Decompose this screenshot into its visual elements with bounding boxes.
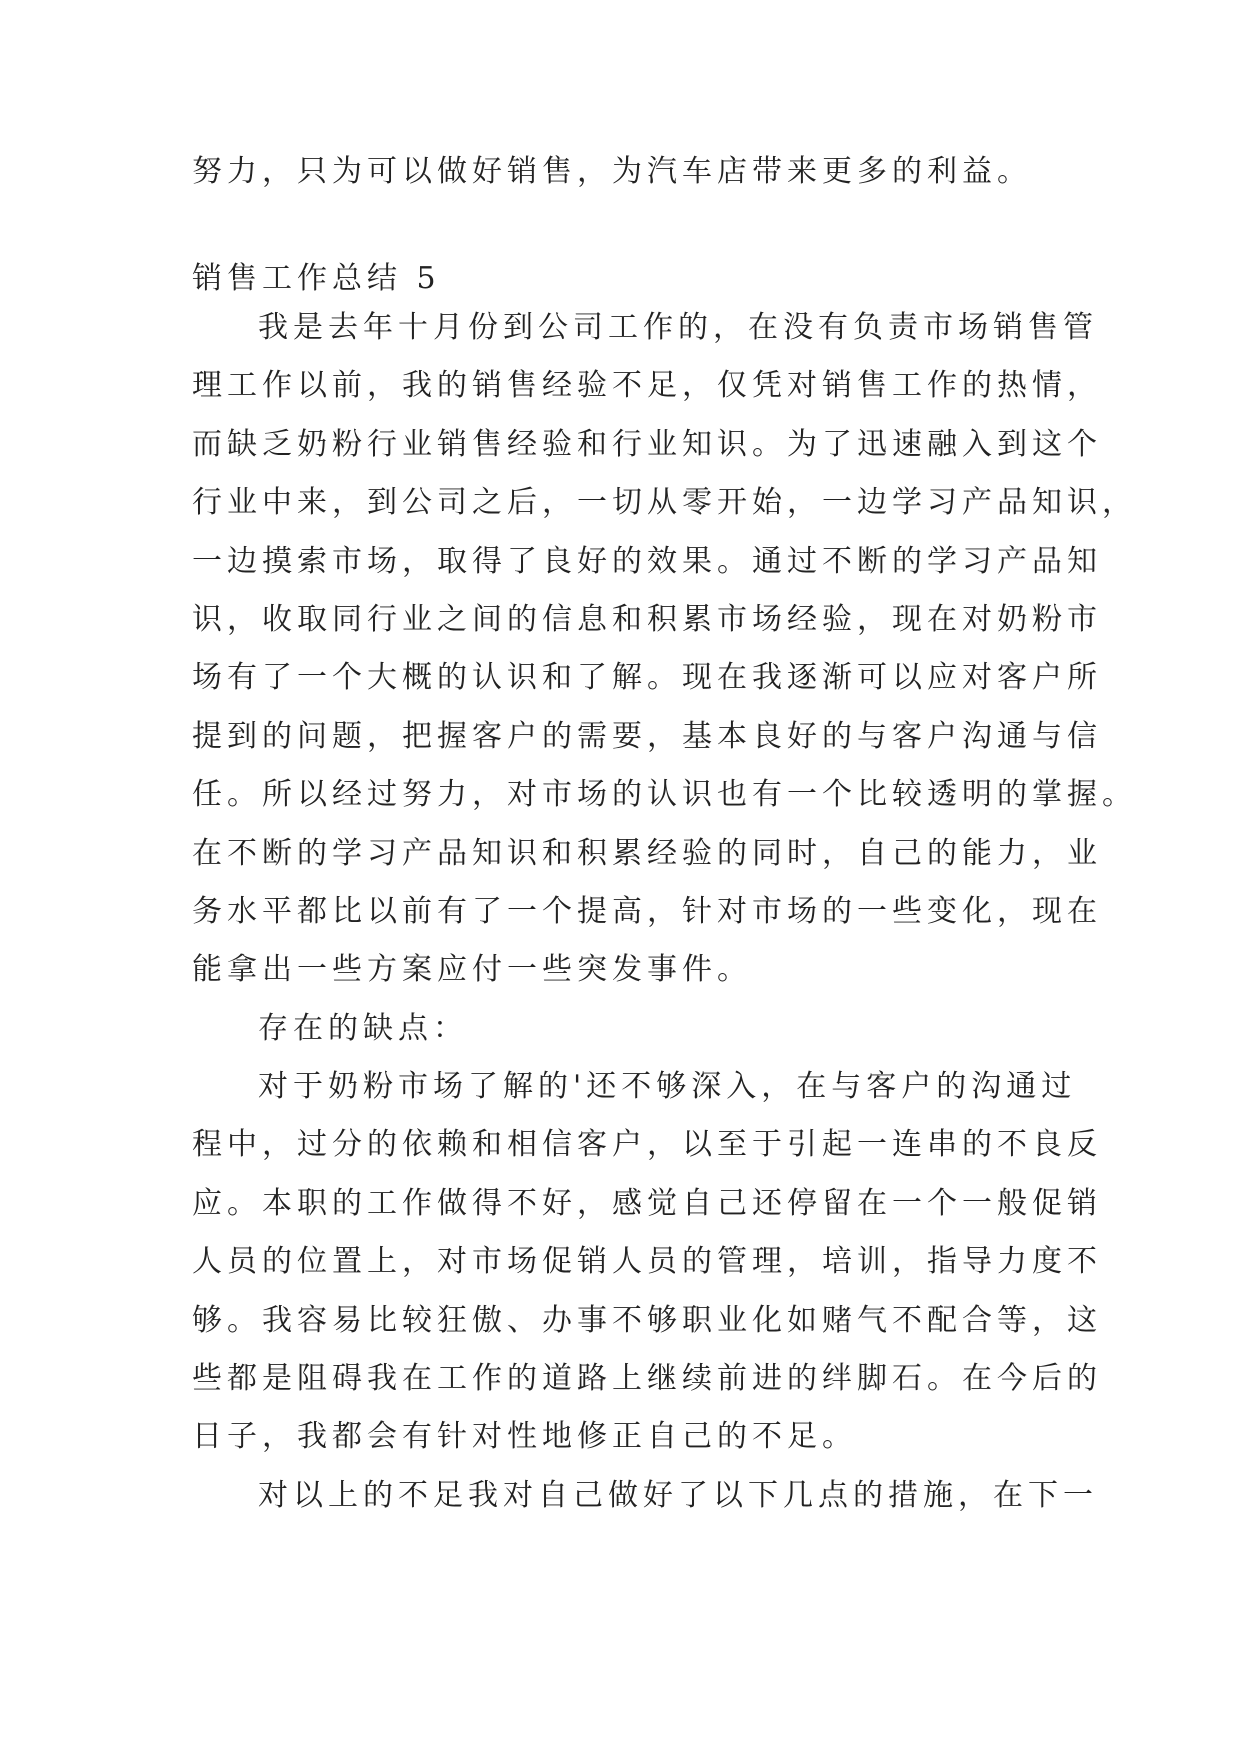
text-line: 些都是阻碍我在工作的道路上继续前进的绊脚石。在今后的 [192, 1361, 1102, 1397]
text-line: 程中，过分的依赖和相信客户，以至于引起一连串的不良反 [192, 1127, 1102, 1163]
text-line: 理工作以前，我的销售经验不足，仅凭对销售工作的热情， [192, 368, 1102, 404]
carryover-paragraph [192, 143, 1072, 201]
text-line: 存在的缺点： [258, 1010, 468, 1046]
section-heading: 销售工作总结 5 [192, 261, 441, 296]
text-line: 人员的位置上，对市场促销人员的管理，培训，指导力度不 [192, 1244, 1102, 1280]
text-line: 场有了一个大概的认识和了解。现在我逐渐可以应对客户所 [192, 660, 1102, 696]
text-line: 我是去年十月份到公司工作的，在没有负责市场销售管 [258, 310, 1098, 345]
text-line: 行业中来，到公司之后，一切从零开始，一边学习产品知识， [192, 485, 1137, 521]
text-line: 日子，我都会有针对性地修正自己的不足。 [192, 1419, 857, 1455]
text-line: 务水平都比以前有了一个提高，针对市场的一些变化，现在 [192, 893, 1102, 929]
text-line: 一边摸索市场，取得了良好的效果。通过不断的学习产品知 [192, 543, 1102, 579]
text-line: 努力，只为可以做好销售，为汽车店带来更多的利益。 [192, 154, 1032, 189]
text-line: 任。所以经过努力，对市场的认识也有一个比较透明的掌握。 [192, 777, 1137, 813]
text-line: 而缺乏奶粉行业销售经验和行业知识。为了迅速融入到这个 [192, 426, 1102, 462]
text-line: 能拿出一些方案应付一些突发事件。 [192, 952, 752, 988]
text-line: 够。我容易比较狂傲、办事不够职业化如赌气不配合等，这 [192, 1302, 1102, 1338]
text-line: 应。本职的工作做得不好，感觉自己还停留在一个一般促销 [192, 1185, 1102, 1221]
text-line: 对于奶粉市场了解的'还不够深入，在与客户的沟通过 [258, 1069, 1077, 1105]
text-line: 提到的问题，把握客户的需要，基本良好的与客户沟通与信 [192, 718, 1102, 754]
body-text [192, 299, 1137, 1525]
text-line: 在不断的学习产品知识和积累经验的同时，自己的能力，业 [192, 835, 1102, 871]
text-line: 识，收取同行业之间的信息和积累市场经验，现在对奶粉市 [192, 601, 1102, 637]
text-line: 对以上的不足我对自己做好了以下几点的措施，在下一 [258, 1477, 1098, 1513]
